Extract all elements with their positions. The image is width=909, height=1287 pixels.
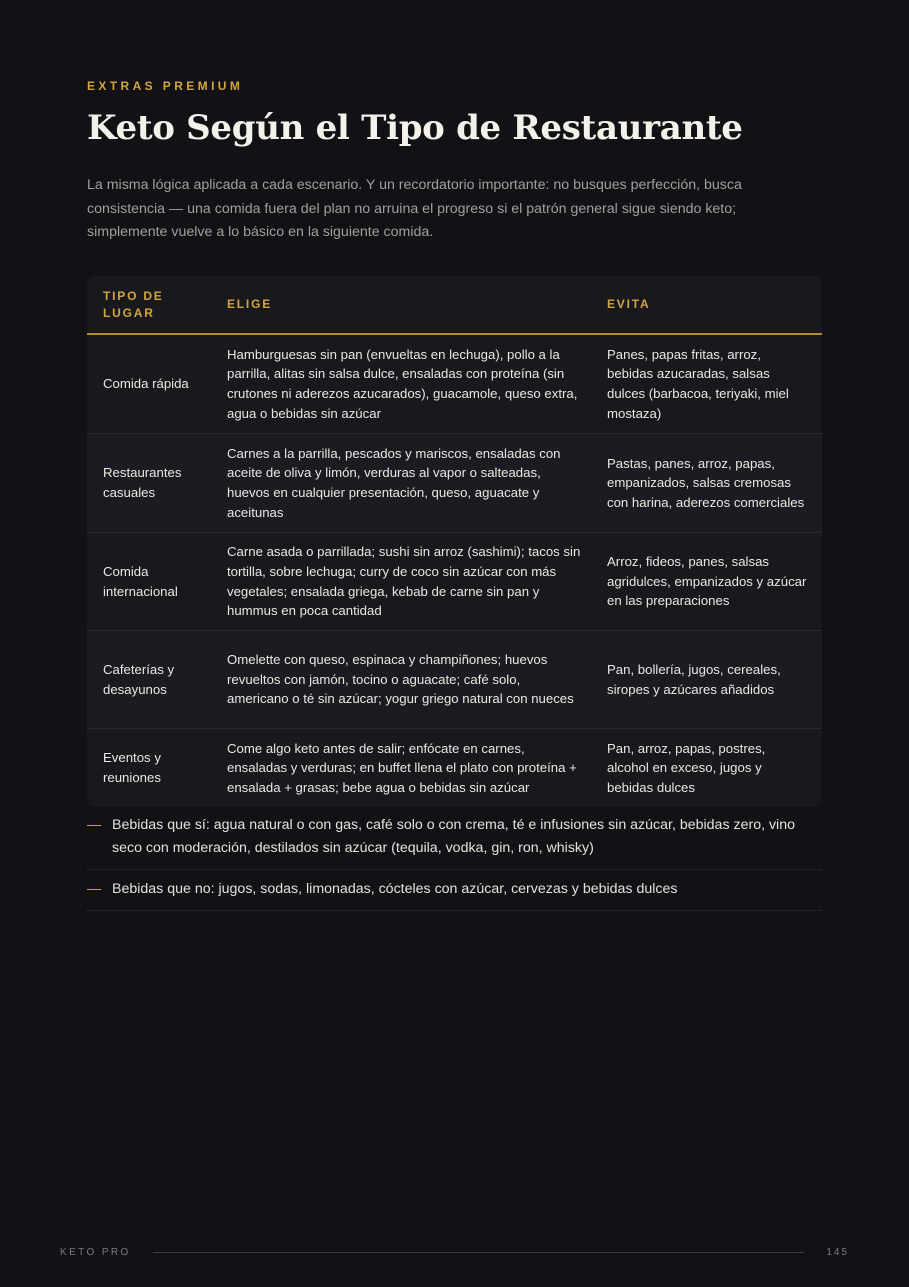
page-footer <box>60 1244 849 1260</box>
cell-place: Cafeterías y desayunos <box>103 661 175 697</box>
cell-avoid: Pan, bollería, jugos, cereales, siropes y azúcares añadidos <box>607 661 781 697</box>
dash-bullet: — <box>87 881 102 897</box>
note-text: Bebidas que sí: agua natural o con gas, café solo o con crema, té e infusiones sin azúcar, bebidas zero, vino seco con moderación, destilados sin azúcar (tequila, vodka, gin, ron, whisky) <box>112 817 795 856</box>
note-drinks-yes <box>87 806 822 870</box>
cell-choose: Come algo keto antes de salir; enfócate en carnes, ensaladas y verduras; en buffet llena el plato con proteína + ensalada + grasas; bebe agua o bebidas sin azúcar <box>227 740 577 795</box>
cell-choose: Hamburguesas sin pan (envueltas en lechuga), pollo a la parrilla, alitas sin salsa dulce, ensaladas con proteína (sin crutones ni aderezos azucarados), guacamole, queso extra, agua o bebidas sin azúcar <box>227 346 578 421</box>
dash-bullet: — <box>87 817 102 833</box>
note-drinks-no <box>87 870 822 911</box>
page-title: Keto Según el Tipo de Restaurante <box>87 108 743 148</box>
section-eyebrow: EXTRAS PREMIUM <box>87 79 244 93</box>
cell-avoid: Pastas, panes, arroz, papas, empanizados, salsas cremosas con harina, aderezos comerciales <box>607 455 805 510</box>
table-row <box>87 434 822 533</box>
cell-place: Eventos y reuniones <box>103 750 161 785</box>
cell-choose: Omelette con queso, espinaca y champiñones; huevos revueltos con jamón, tocino o aguacate; café solo, americano o té sin azúcar; yogur griego natural con nueces <box>227 652 574 707</box>
page-number: 145 <box>826 1246 849 1258</box>
footer-brand: KETO PRO <box>60 1246 131 1258</box>
table-header <box>87 276 822 335</box>
cell-place: Comida rápida <box>103 376 189 392</box>
drinks-notes <box>87 806 822 911</box>
cell-place: Restaurantes casuales <box>103 465 182 500</box>
table-row <box>87 631 822 729</box>
table-row <box>87 533 822 631</box>
note-text: Bebidas que no: jugos, sodas, limonadas, cócteles con azúcar, cervezas y bebidas dulces <box>112 881 678 897</box>
cell-choose: Carnes a la parrilla, pescados y mariscos, ensaladas con aceite de oliva y limón, verduras al vapor o salteadas, huevos en cualquier presentación, queso, aguacate y aceitunas <box>227 445 561 520</box>
header-avoid: EVITA <box>607 297 651 311</box>
footer-rule <box>153 1252 805 1253</box>
cell-avoid: Panes, papas fritas, arroz, bebidas azucaradas, salsas dulces (barbacoa, teriyaki, miel mostaza) <box>607 346 789 421</box>
cell-place: Comida internacional <box>103 563 178 599</box>
table-row <box>87 335 822 434</box>
intro-paragraph: La misma lógica aplicada a cada escenario. Y un recordatorio importante: no busques perfección, busca consistencia — una comida fuera del plan no arruina el progreso si el patrón general sigue siendo keto; simplemente vuelve a lo básico en la siguiente comida. <box>87 177 742 240</box>
cell-avoid: Pan, arroz, papas, postres, alcohol en exceso, jugos y bebidas dulces <box>607 740 766 795</box>
header-place: TIPO DE LUGAR <box>103 288 164 320</box>
table-row <box>87 729 822 807</box>
header-choose: ELIGE <box>227 297 273 311</box>
cell-avoid: Arroz, fideos, panes, salsas agridulces, empanizados y azúcar en las preparaciones <box>607 554 807 609</box>
restaurant-table <box>87 276 822 807</box>
cell-choose: Carne asada o parrillada; sushi sin arroz (sashimi); tacos sin tortilla, sobre lechuga; curry de coco sin azúcar con más vegetales; ensalada griega, kebab de carne sin pan y hummus en poca cantidad <box>227 544 581 619</box>
